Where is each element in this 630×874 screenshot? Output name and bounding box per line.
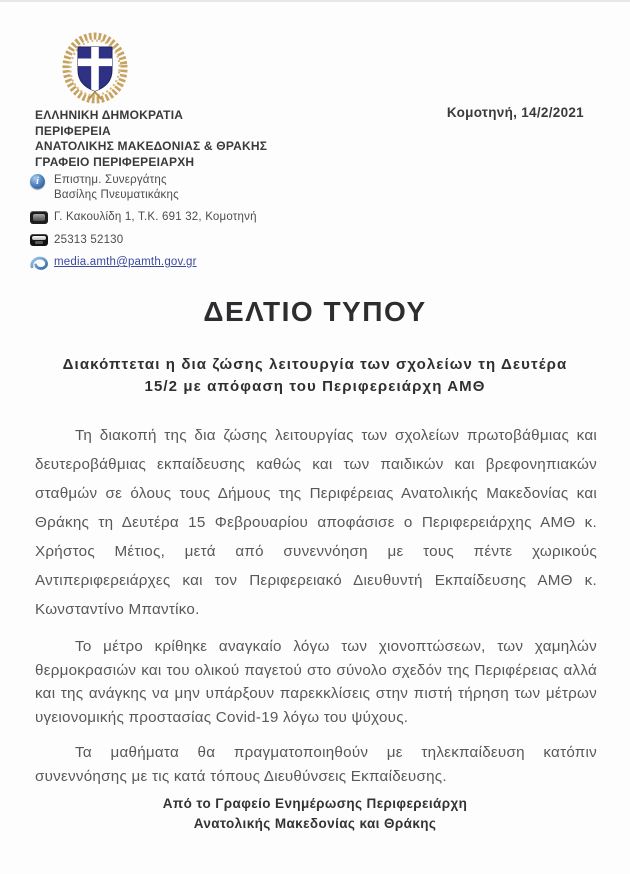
- advisor-name: Βασίλης Πνευματικάκης: [54, 188, 179, 201]
- address-text: Γ. Κακουλίδη 1, Τ.Κ. 691 32, Κομοτηνή: [54, 211, 257, 223]
- contact-block: [30, 173, 257, 278]
- paragraph-decision: Τη διακοπή της δια ζώσης λειτουργίας των σχολείων πρωτοβάθμιας και δευτεροβάθμιας εκπαίδευσης καθώς και των παιδικών και βρεφονηπιακών σταθμών σε όλους τους Δήμους της Περιφέρειας Ανατολικής Μακεδονίας και Θράκης τη Δευτέρα 15 Φεβρουαρίου αποφάσισε ο Περιφερειάρχης ΑΜΘ κ. Χρήστος Μέτιος, μετά από συνεννόηση με τους πέντε χωρικούς Αντιπεριφερειάρχες και τον Περιφερειακό Διευθυντή Εκπαίδευσης ΑΜΘ κ. Κωνσταντίνο Μπαντίκο.: [35, 427, 597, 618]
- org-line-region: ΠΕΡΙΦΕΡΕΙΑ: [35, 123, 111, 138]
- contact-row-email: [30, 255, 257, 270]
- paragraph-reason: Το μέτρο κρίθηκε αναγκαίο λόγω των χιονοπτώσεων, των χαμηλών θερμοκρασιών και του ολικού παγετού στο σύνολο σχεδόν της Περιφέρειας αλλά και της ανάγκης να μην υπάρξουν παρεκκλίσεις στην πιστή τήρηση των μέτρων υγειονομικής προστασίας Covid-19 λόγω του ψύχους.: [35, 638, 597, 726]
- contact-row-address: [30, 210, 257, 225]
- advisor-role: Επιστημ. Συνεργάτης: [54, 174, 167, 186]
- address-icon: [30, 211, 48, 224]
- org-line-office: ΓΡΑΦΕΙΟ ΠΕΡΙΦΕΡΕΙΑΡΧΗ: [35, 154, 195, 169]
- date-line: Κομοτηνή, 14/2/2021: [446, 105, 584, 120]
- coat-of-arms-graphic: [56, 26, 134, 108]
- press-release-footer: [0, 794, 630, 834]
- phone-icon: [30, 234, 48, 246]
- email-icon: [30, 256, 49, 270]
- greek-coat-of-arms: [56, 26, 134, 108]
- contact-row-phone: [30, 233, 257, 248]
- footer-line-2: Ανατολικής Μακεδονίας και Θράκης: [193, 816, 437, 831]
- subtitle-line-2: 15/2 με απόφαση του Περιφερειάρχη ΑΜΘ: [144, 378, 486, 395]
- press-release-body: [35, 421, 597, 789]
- email-link[interactable]: media.amth@pamth.gov.gr: [54, 256, 197, 268]
- paragraph-elearning: Τα μαθήματα θα πραγματοποιηθούν με τηλεκπαίδευση κατόπιν συνεννόησης με τις κατά τόπους Διευθύνσεις Εκπαίδευσης.: [35, 744, 597, 785]
- subtitle-line-1: Διακόπτεται η δια ζώσης λειτουργία των σχολείων τη Δευτέρα: [62, 356, 568, 373]
- org-line-region-name: ΑΝΑΤΟΛΙΚΗΣ ΜΑΚΕΔΟΝΙΑΣ & ΘΡΑΚΗΣ: [35, 139, 268, 153]
- contact-row-advisor: [30, 173, 257, 202]
- footer-line-1: Από το Γραφείο Ενημέρωσης Περιφερειάρχη: [162, 796, 468, 811]
- phone-number: 25313 52130: [54, 233, 124, 246]
- org-line-republic: ΕΛΛΗΝΙΚΗ ΔΗΜΟΚΡΑΤΙΑ: [35, 108, 184, 122]
- letterhead-org-block: [35, 108, 267, 170]
- press-release-subtitle: [0, 354, 630, 398]
- press-release-title: ΔΕΛΤΙΟ ΤΥΠΟΥ: [203, 296, 427, 327]
- info-icon: [30, 174, 45, 189]
